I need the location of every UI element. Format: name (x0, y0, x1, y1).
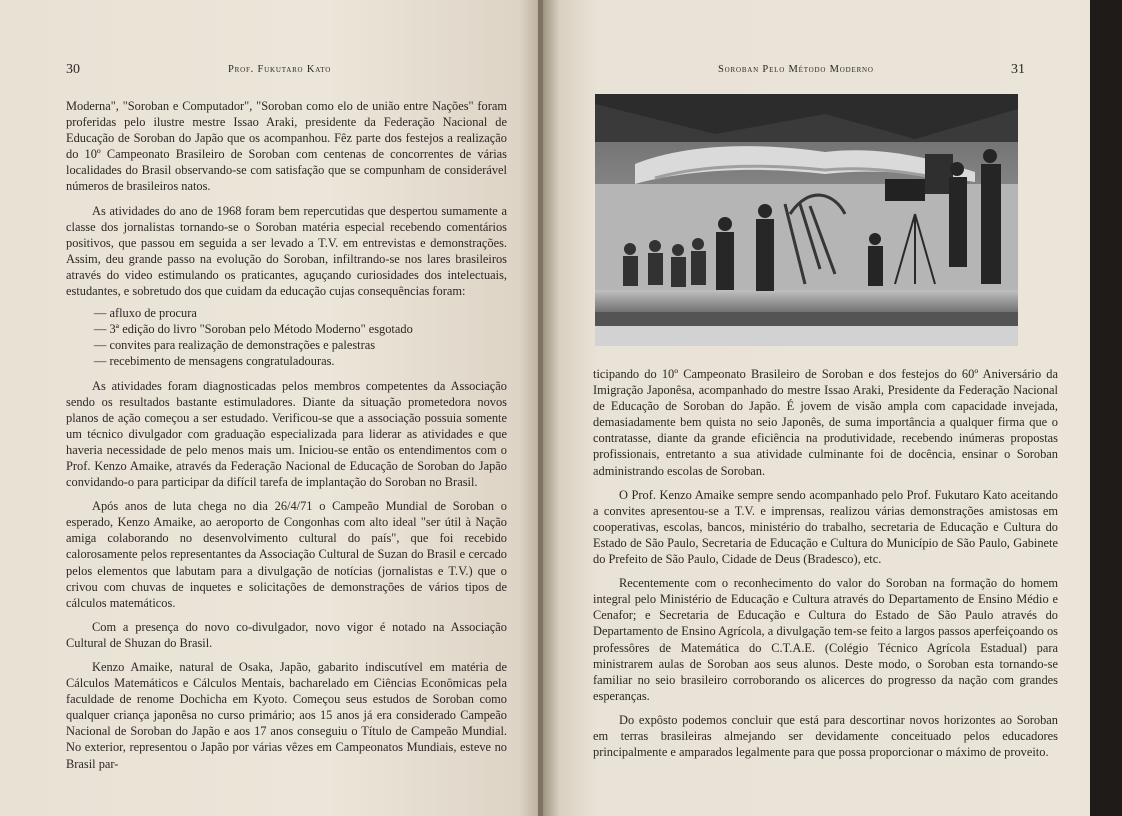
page-number-left: 30 (66, 62, 80, 77)
list-item: — afluxo de procura (94, 306, 197, 321)
right-body-text (593, 366, 1058, 760)
page-number-right: 31 (1011, 62, 1025, 77)
stage-photograph (595, 94, 1018, 346)
paragraph: As atividades foram diagnosticadas pelos membros competentes da Associação sendo os resultados bastante estimuladores. Diante da situação prometedora novos planos de ação começou a ser estudado. Verificou-se que a associação possuia somente um técnico divulgador com graduação especializada para liderar as atividades e que haveria necessidade de pelo menos mais um. Iniciou-se então os entendimentos com o Prof. Kenzo Amaike, através da Federação Nacional de Educação de Soroban do Japão convidando-o para participar da difícil tarefa de implantação do Soroban no Brasil. (66, 378, 507, 490)
left-body-text (66, 98, 507, 772)
list-item: — recebimento de mensagens congratuladouras. (94, 354, 335, 369)
running-head-left: Prof. Fukutaro Kato (228, 64, 332, 75)
paragraph: Kenzo Amaike, natural de Osaka, Japão, gabarito indiscutível em matéria de Cálculos Matemáticos e Cálculos Mentais, bacharelado em Ciências Econômicas pela faculdade de renome Dochicha em Kyoto. Começou seus estudos de Soroban como qualquer criança japonêsa no curso primário; aos 15 anos já era considerado Campeão Nacional de Soroban do Japão e aos 17 anos conseguiu o Título de Campeão Mundial. No exterior, representou o Japão por várias vêzes em Campeonatos Mundiais, esteve no Brasil par- (66, 660, 507, 771)
list-item: — convites para realização de demonstrações e palestras (94, 338, 376, 353)
paragraph: Após anos de luta chega no dia 26/4/71 o Campeão Mundial de Soroban o esperado, Kenzo Amaike, ao aeroporto de Congonhas com alto ideal "ser útil à Nação amiga colaborando no desenvolvimento cultural do país", que foi recebido calorosamente pelos representantes da Associação Cultural de Suzan do Brasil e cercado pelos elementos que labutam para a divulgação de notícias (jornalistas e T.V.) que o crivou com chuvas de inquetes e solicitações de demonstrações de vários tipos de cálculos matemáticos. (66, 499, 507, 610)
paragraph: Recentemente com o reconhecimento do valor do Soroban na formação do homem integral pelo Ministério de Educação e Cultura através do Departamento de Ensino Médio e Cenafor; e Secretaria de Educação e Cultura do Estado de São Paulo através do Departamento de Ensino Agrícola, a divulgação tem-se feito a largos passos aperfeiçoando os professôres de Matemática do C.T.A.E. (Colégio Técnico Agrícola Estadual) para ministrarem aulas de Soroban aos seus alunos. Deste modo, o Soroban esta tornando-se familiar no seio brasileiro corroborando os alicerces do progresso da nação com grandes esperanças. (593, 576, 1058, 703)
paragraph: Com a presença do novo co-divulgador, novo vigor é notado na Associação Cultural de Shuzan do Brasil. (66, 619, 507, 650)
stage-photo-image (595, 94, 1018, 346)
running-head-right: Soroban Pelo Método Moderno (718, 64, 874, 75)
paragraph: Moderna", "Soroban e Computador", "Soroban como elo de união entre Nações" foram proferidas pelo ilustre mestre Issao Araki, presidente da Federação Nacional de Educação de Soroban do Japão que os acompanhou. Fêz parte dos festejos a realização do 10º Campeonato Brasileiro de Soroban com centenas de concorrentes de várias localidades do Brasil observando-se com satisfação que se compunham de considerável números de brasileiros natos. (66, 99, 507, 194)
paragraph: ticipando do 10º Campeonato Brasileiro de Soroban e dos festejos do 60º Aniversário da Imigração Japonêsa, acompanhado do mestre Issao Araki, Presidente da Federação Nacional de Educação de Soroban do Japão. É jovem de visão ampla com capacidade invejada, demasiadamente bem quista no seio Japonês, de suma importância a qualquer firma que o contratasse, diante da grande eficiência na produtividade, recebendo inúmeras propostas profissionais, entretanto a sua atividade culminante foi de docência, ensinar o Soroban administrando escolas de Soroban. (593, 367, 1058, 478)
consequences-list (66, 305, 507, 369)
dark-background-edge (1090, 0, 1122, 816)
left-page (0, 0, 541, 816)
list-item: — 3ª edição do livro "Soroban pelo Método Moderno" esgotado (94, 322, 413, 337)
paragraph: O Prof. Kenzo Amaike sempre sendo acompanhado pelo Prof. Fukutaro Kato aceitando a convites apresentou-se a T.V. e imprensas, realizou várias demonstrações amistosas em cooperativas, escolas, bancos, ministério do trabalho, secretaria de Educação e Cultura do Estado de São Paulo, Secretaria de Educação e Cultura do Município de São Paulo, Gabinete do Prefeito de São Paulo, Cidade de Deus (Bradesco), etc. (593, 487, 1058, 567)
paragraph: As atividades do ano de 1968 foram bem repercutidas que despertou sumamente a classe dos jornalistas tornando-se o Soroban matéria especial recebendo comentários positivos, que passou em seguida a ser levado a T.V. em entrevistas e demonstrações. Assim, deu grande passo na evolução do Soroban, infiltrando-se nos lares brasileiros através do video estimulando os praticantes, aguçando curiosidades dos intelectuais, estudantes, e sobretudo dos que cuidam da educação cujas consequências foram: (66, 203, 507, 299)
paragraph: Do expôsto podemos concluir que está para descortinar novos horizontes ao Soroban em terras brasileiras almejando ser devidamente conceituado pelos educadores principalmente e amparados legalmente para que possa proporcionar o máximo de proveito. (593, 712, 1058, 760)
